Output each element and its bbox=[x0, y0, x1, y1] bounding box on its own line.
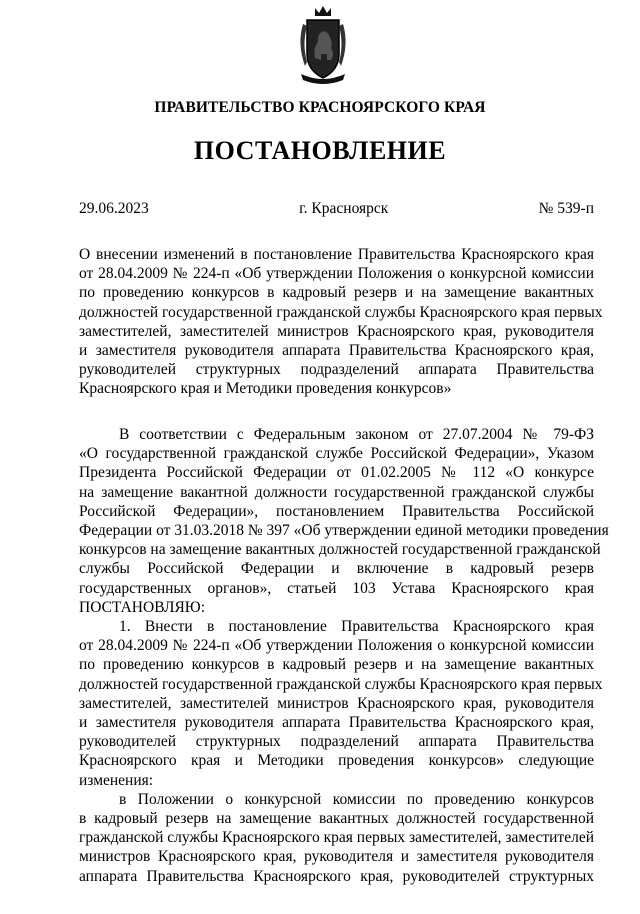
body-line: государственных органов», статьей 103 Устава Красноярского края bbox=[79, 579, 594, 597]
body-line: министров Красноярского края, руководителя и заместителя руководителя bbox=[79, 848, 594, 866]
title-line: по проведению конкурсов в кадровый резерв и на замещение вакантных bbox=[79, 284, 594, 302]
body-line: В соответствии с Федеральным законом от 27.07.2004 № 79-ФЗ bbox=[119, 426, 594, 443]
title-line: заместителей, заместителей министров Красноярского края, руководителя bbox=[79, 322, 594, 340]
decree-word: ПОСТАНОВЛЯЮ: bbox=[79, 598, 206, 616]
body-line: и заместителя руководителя аппарата Правительства Красноярского края, bbox=[79, 714, 594, 732]
body-line: Российской Федерации», постановлением Правительства Российской bbox=[79, 502, 594, 520]
title-line: О внесении изменений в постановление Правительства Красноярского края bbox=[79, 246, 594, 263]
body-line: руководителей структурных подразделений аппарата Правительства bbox=[79, 733, 594, 751]
body-line: Красноярского края и Методики проведения конкурсов» следующие bbox=[79, 752, 594, 770]
document-meta bbox=[79, 200, 594, 218]
title-line: руководителей структурных подразделений аппарата Правительства bbox=[79, 361, 594, 379]
body-line: Президента Российской Федерации от 01.02.2005 № 112 «О конкурсе bbox=[79, 464, 594, 482]
document-city: г. Красноярск bbox=[299, 200, 389, 217]
body-line: должностей государственной гражданской службы Красноярского края первых bbox=[79, 675, 603, 693]
body-line: службы Российской Федерации и включение в кадровый резерв bbox=[79, 560, 594, 578]
title-line: от 28.04.2009 № 224-п «Об утверждении Положения о конкурсной комиссии bbox=[79, 265, 594, 283]
body-line: на замещение вакантной должности государственной гражданской службы bbox=[79, 483, 594, 501]
organization-name: ПРАВИТЕЛЬСТВО КРАСНОЯРСКОГО КРАЯ bbox=[154, 99, 486, 116]
document-body bbox=[79, 425, 609, 886]
body-line: в Положении о конкурсной комиссии по проведению конкурсов bbox=[119, 790, 594, 808]
body-line: «О государственной гражданской службе Российской Федерации», Указом bbox=[79, 445, 594, 463]
body-line: по проведению конкурсов в кадровый резерв и на замещение вакантных bbox=[79, 656, 594, 674]
body-line: 1. Внести в постановление Правительства Красноярского края bbox=[119, 618, 594, 636]
document-type: ПОСТАНОВЛЕНИЕ bbox=[193, 136, 447, 165]
body-line: конкурсов на замещение вакантных должностей государственной гражданской bbox=[79, 541, 601, 559]
coat-of-arms-icon bbox=[293, 4, 353, 84]
body-line: от 28.04.2009 № 224-п «Об утверждении Положения о конкурсной комиссии bbox=[79, 637, 594, 655]
title-line: и заместителя руководителя аппарата Правительства Красноярского края, bbox=[79, 342, 594, 360]
body-line: Федерации от 31.03.2018 № 397 «Об утверждении единой методики проведения bbox=[79, 522, 609, 540]
body-line: гражданской службы Красноярского края первых заместителей, заместителей bbox=[79, 829, 594, 847]
body-line: аппарата Правительства Красноярского края, руководителей структурных bbox=[79, 867, 594, 885]
title-line: Красноярского края и Методики проведения конкурсов» bbox=[79, 380, 452, 398]
document-date: 29.06.2023 bbox=[79, 200, 149, 217]
body-line: изменения: bbox=[79, 771, 154, 789]
title-line: должностей государственной гражданской службы Красноярского края первых bbox=[79, 303, 603, 321]
document-number: № 539-п bbox=[538, 200, 594, 217]
body-line: заместителей, заместителей министров Красноярского края, руководителя bbox=[79, 694, 594, 712]
document-title bbox=[79, 245, 603, 399]
body-line: в кадровый резерв на замещение вакантных должностей государственной bbox=[79, 810, 594, 828]
